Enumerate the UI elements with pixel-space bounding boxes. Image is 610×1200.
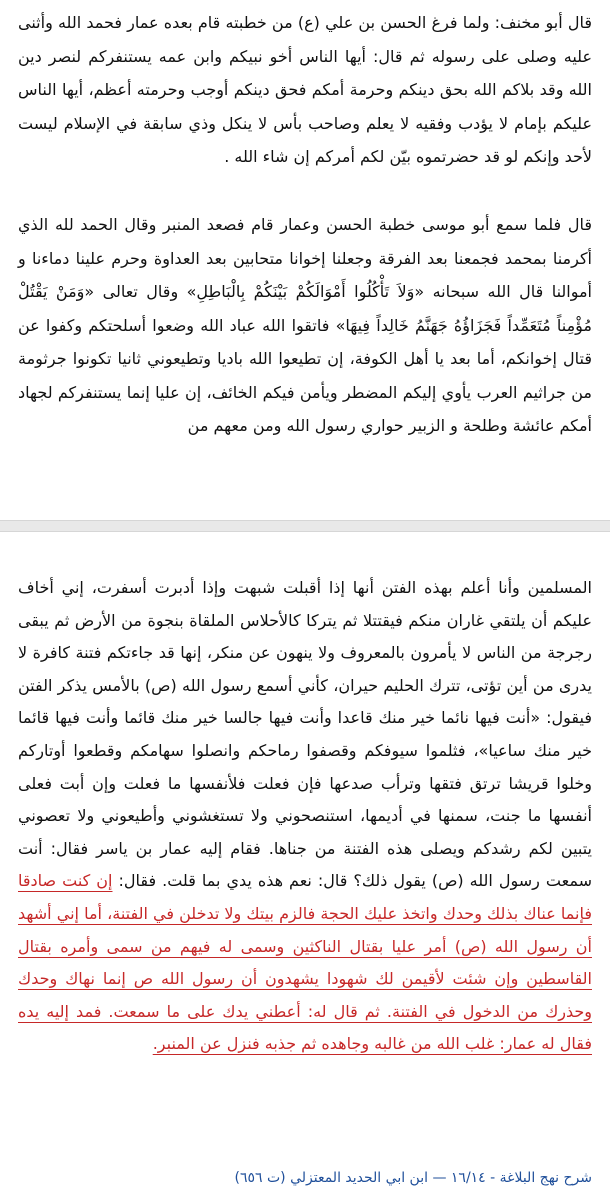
bottom-page	[0, 532, 610, 1200]
paragraph-continuation	[18, 572, 592, 1061]
continuation-text: المسلمين وأنا أعلم بهذه الفتن أنها إذا أقبلت شبهت وإذا أدبرت أسفرت، إني أخاف عليكم أن يلتقي غاران منكم فيقتتلا ثم يتركا كالأحلاس الملقاة بنجوة من الأرض ثم يبقى رجرجة من الناس لا يأمرون بالمعروف ولا ينهون عن منكر، إنها قد جاءتكم فتنة كافرة لا يدرى من أين تؤتى، تترك الحليم حيران، كأني أسمع رسول الله (ص) بالأمس يذكر الفتن فيقول: «أنت فيها نائما خير منك قاعدا وأنت فيها جالسا خير منك قائما وأنت فيها قائما خير منك ساعيا»، فثلموا سيوفكم وقصفوا رماحكم وانصلوا سهامكم وقطعوا أوتاركم وخلوا قريشا ترتق فتقها وترأب صدعها فإن فعلت فلأنفسها ما فعلت وإن أبت فعلى أنفسها ما جنت، سمنها في أديمها، استنصحوني ولا تستغشوني وأطيعوني ولا تعصوني يتبين لكم رشدكم ويصلى هذه الفتنة من جناها. فقام إليه عمار بن ياسر فقال: أنت سمعت رسول الله (ص) يقول ذلك؟ قال: نعم هذه يدي بما قلت. فقال:	[18, 578, 592, 891]
paragraph-abu-musa-speech: قال فلما سمع أبو موسى خطبة الحسن وعمار قام فصعد المنبر وقال الحمد لله الذي أكرمنا بمحمد فجمعنا بعد الفرقة وجعلنا إخوانا متحابين بعد العداوة وحرم علينا دماءنا و أموالنا قال الله سبحانه «وَلاَ تَأْكُلُوا أَمْوَالَكُمْ بَيْنَكُمْ بِالْبَاطِلِ» وقال تعالى «وَمَنْ يَقْتُلْ مُؤْمِناً مُتَعَمِّداً فَجَزَاؤُهُ جَهَنَّمُ خَالِداً فِيهَا» فاتقوا الله عباد الله وضعوا أسلحتكم وكفوا عن قتال إخوانكم، أما بعد يا أهل الكوفة، إن تطيعوا الله باديا وتطيعوني ثانيا تكونوا جرثومة من جراثيم العرب يأوي إليكم المضطر ويأمن فيكم الخائف، إن عليا إنما يستنفركم لجهاد أمكم عائشة وطلحة و الزبير حواري رسول الله ومن معهم من	[18, 215, 592, 435]
paragraph-ammar-speech: قال أبو مخنف: ولما فرغ الحسن بن علي (ع) من خطبته قام بعده عمار فحمد الله وأثنى عليه وصلى على رسوله ثم قال: أيها الناس أخو نبيكم وابن عمه يستنفركم لنصر دين الله وقد بلاكم الله بحق دينكم وحرمة أمكم فحق دينكم أوجب وحرمته أعظم، أيها الناس عليكم بإمام لا يؤدب وفقيه لا يعلم وصاحب بأس لا ينكل وذي سابقة في الإسلام ليست لأحد وإنكم لو قد حضرتموه بيّن لكم أمركم إن شاء الله .	[18, 13, 592, 166]
source-citation: شرح نهج البلاغة - ١٦/١٤ — ابن ابي الحديد المعتزلي (ت ٦٥٦)	[234, 1170, 592, 1186]
page-separator	[0, 520, 610, 532]
highlighted-text: إن كنت صادقا فإنما عناك بذلك وحدك واتخذ عليك الحجة فالزم بيتك ولا تدخلن في الفتنة، أما إني أشهد أن رسول الله (ص) أمر عليا بقتال الناكثين وسمى له فيهم من سمى وأمره بقتال القاسطين وإن شئت لأقيمن لك شهودا يشهدون أن رسول الله ص إنما نهاك وحدك وحذرك من الدخول في الفتنة. ثم قال له: أعطني يدك على ما سمعت. فمد إليه يده فقال له عمار: غلب الله من غالبه وجاهده ثم جذبه فنزل عن المنبر.	[18, 871, 592, 1054]
top-page	[0, 0, 610, 520]
